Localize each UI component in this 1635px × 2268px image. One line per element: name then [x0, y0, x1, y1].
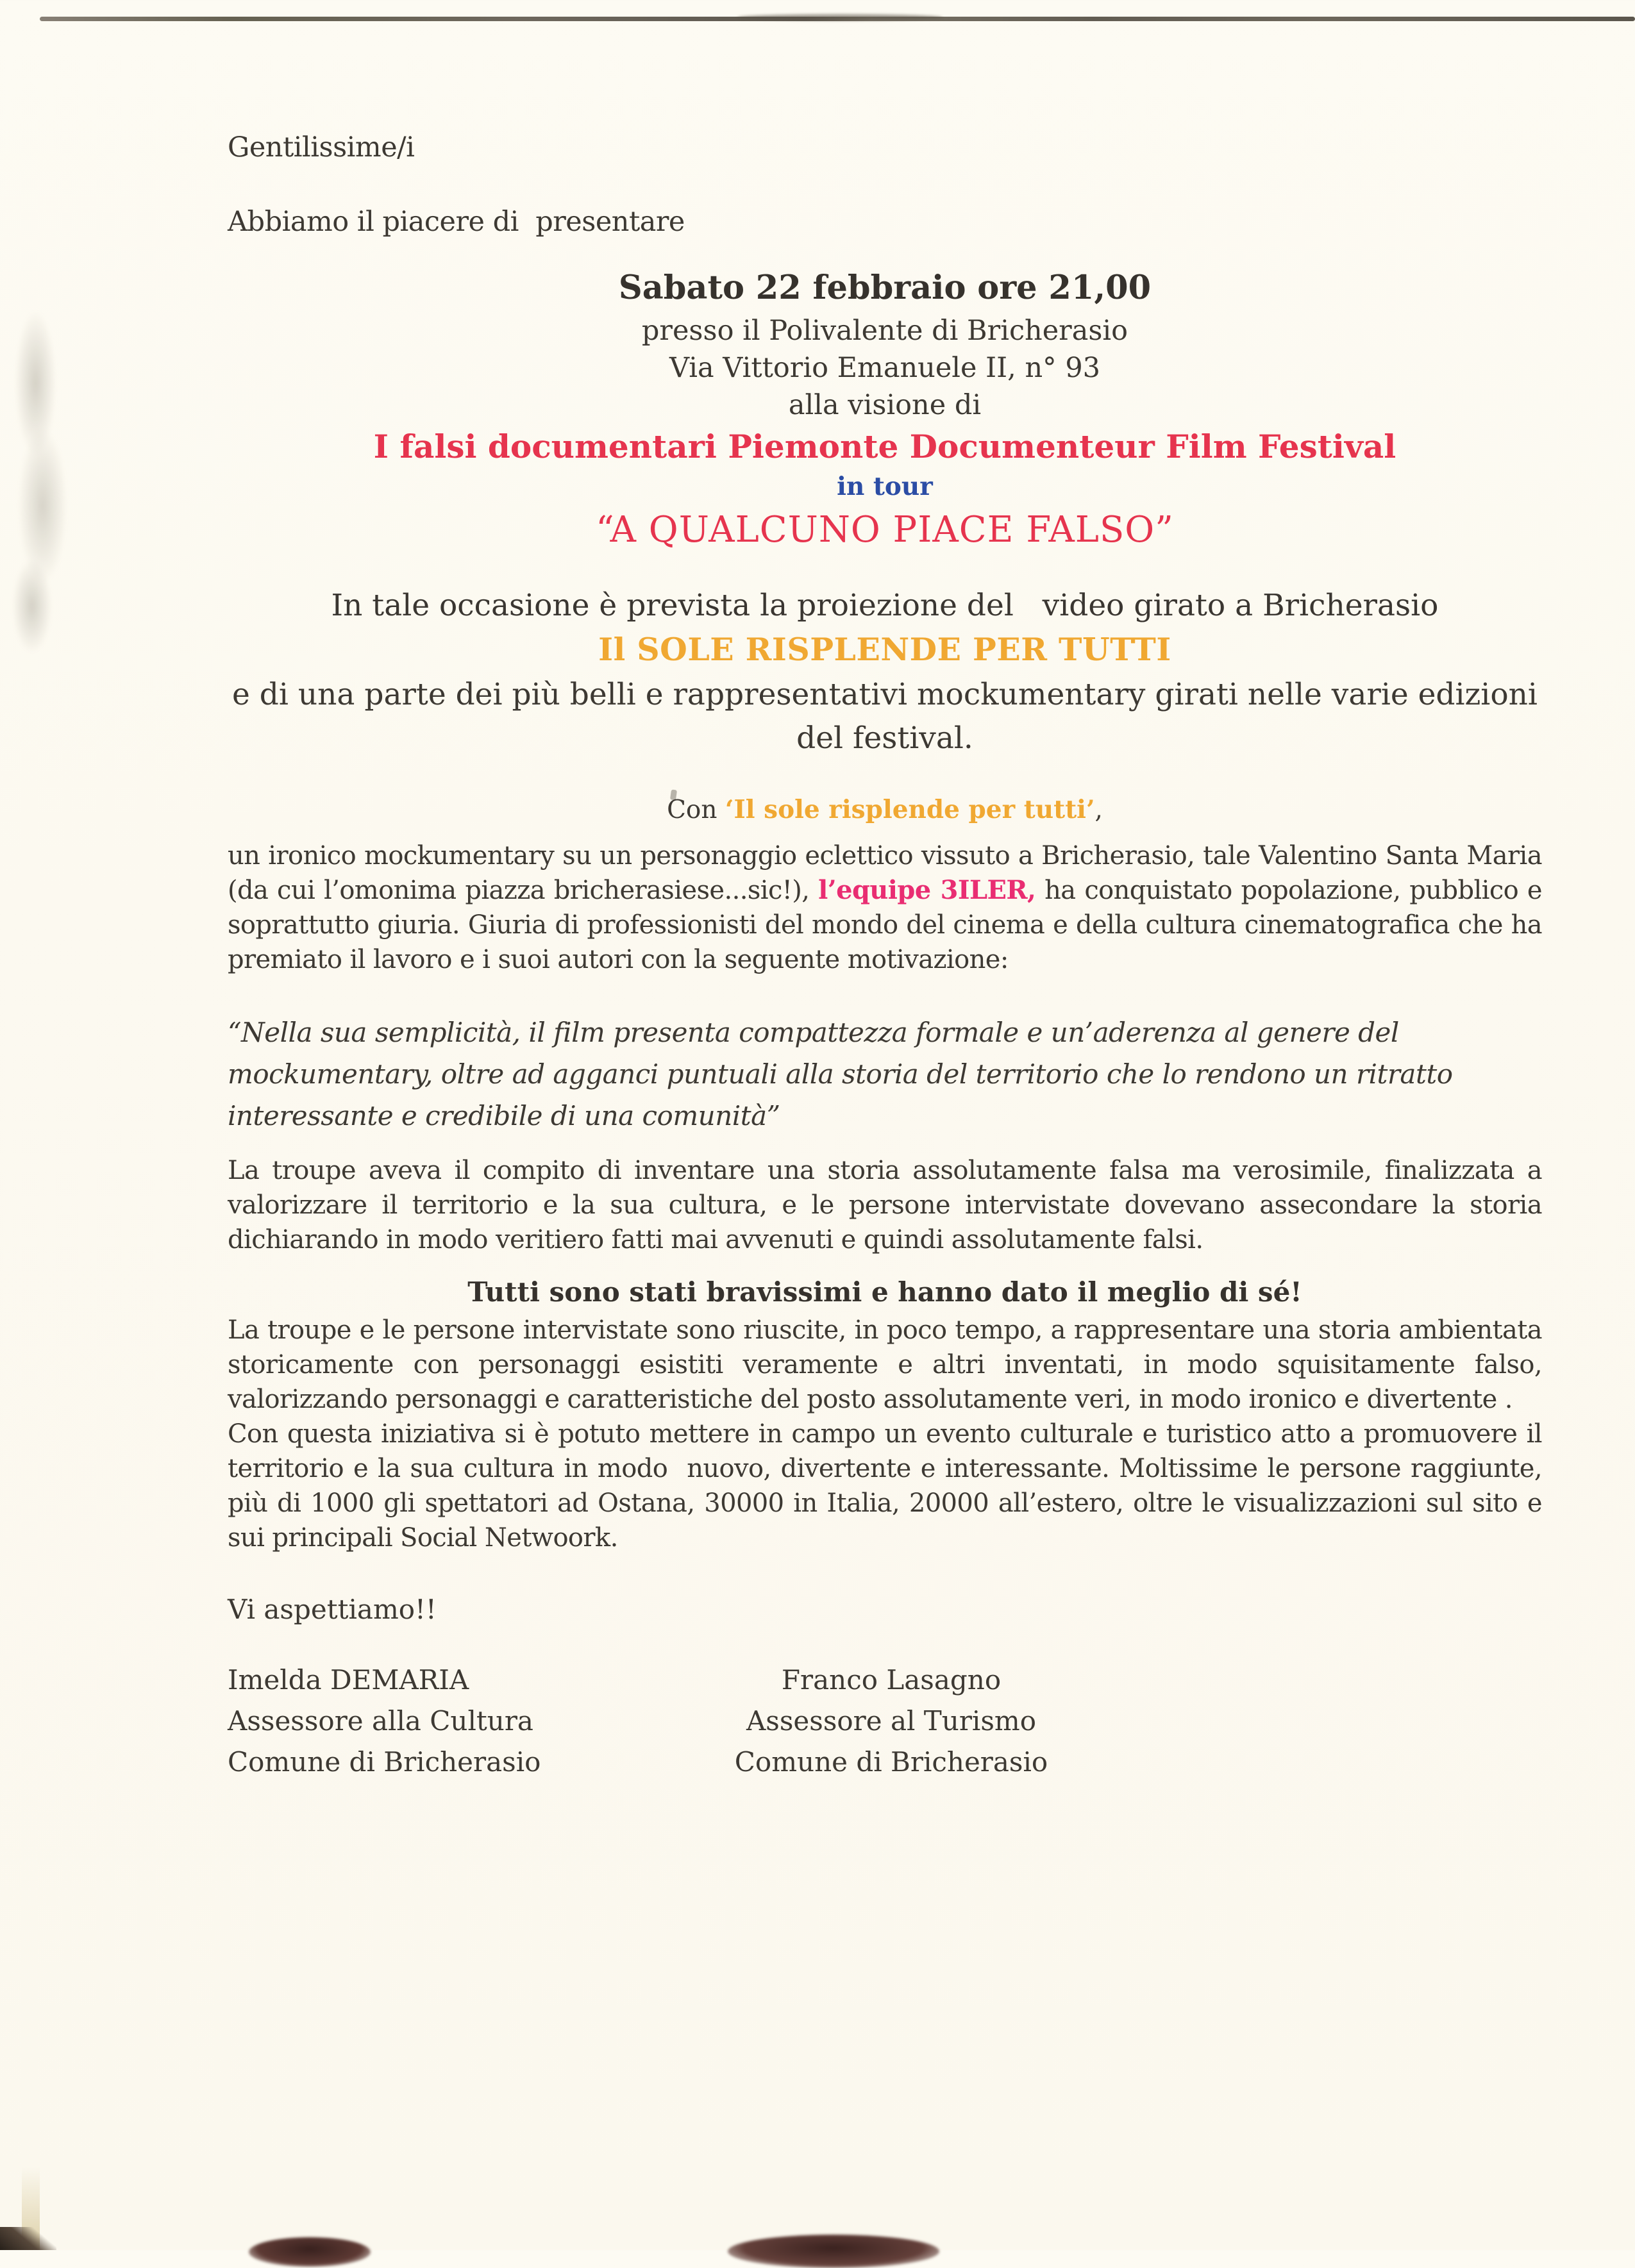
scan-artifact-bottom-shadow-left: [249, 2237, 371, 2267]
signature-block: [228, 1660, 1542, 1783]
signer-org: Comune di Bricherasio: [734, 1746, 1048, 1778]
signer-name: Imelda DEMARIA: [228, 1664, 469, 1696]
signer-org: Comune di Bricherasio: [228, 1746, 541, 1778]
con-line-quoted-title: ‘Il sole risplende per tutti’: [725, 795, 1095, 824]
announcement-block: [228, 588, 1542, 760]
event-date: Sabato 22 febbraio ore 21,00: [618, 269, 1152, 307]
equipe-name: l’equipe 3ILER,: [818, 875, 1036, 905]
jury-motivation-quote: “Nella sua semplicità, il film presenta compattezza formale e un’aderenza al genere del mockumentary, oltre ad agganci puntuali alla storia del territorio che lo rendono un ritratto interessante e credibile di una comunità”: [228, 1017, 1453, 1131]
scan-artifact-bottom-shadow-right: [728, 2235, 939, 2268]
con-line-suffix: ,: [1094, 796, 1103, 824]
highlight-line: Tutti sono stati bravissimi e hanno dato il meglio di sé!: [467, 1276, 1302, 1308]
con-line: [228, 795, 1542, 824]
scan-artifact-bottom-left-corner: [0, 2227, 56, 2250]
event-vision-line: alla visione di: [788, 389, 982, 421]
event-venue: presso il Polivalente di Bricherasio: [641, 315, 1128, 347]
tour-label: in tour: [837, 472, 933, 501]
paragraph-troupe-task: La troupe aveva il compito di inventare una storia assolutamente falsa ma verosimile, finalizzata a valorizzare il territorio e la sua cultura, e le persone intervistate dovevano assecondare la storia dichiarando in modo veritiero fatti mai avvenuti e quindi assolutamente falsi.: [228, 1156, 1542, 1255]
signer-name: Franco Lasagno: [781, 1664, 1002, 1696]
announcement-line-1: In tale occasione è prevista la proiezione del video girato a Bricherasio: [331, 588, 1439, 623]
event-address: Via Vittorio Emanuele II, n° 93: [669, 352, 1101, 384]
festival-title: I falsi documentari Piemonte Documenteur Film Festival: [373, 428, 1396, 465]
announcement-line-2: e di una parte dei più belli e rappresentativi mockumentary girati nelle varie edizioni del festival.: [232, 677, 1538, 756]
letter-body: [228, 0, 1550, 1783]
paragraph-1-part-1: un ironico mockumentary su un personaggio eclettico vissuto a Bricherasio, tale Valentino Santa Maria (da cui l’omonima piazza bricherasiese...sic!),: [228, 841, 1542, 905]
signature-left: [228, 1660, 712, 1783]
signature-right: [712, 1660, 1071, 1783]
paragraph-initiative: Con questa iniziativa si è potuto mettere in campo un evento culturale e turistico atto a promuovere il territorio e la sua cultura in modo nuovo, divertente e interessante. Moltissime le persone raggiunte, più di 1000 gli spettatori ad Ostana, 30000 in Italia, 20000 all’estero, oltre le visualizzazioni sul sito e sui principali Social Netwoork.: [228, 1419, 1550, 1553]
salutation: Gentilissime/i: [228, 131, 415, 163]
con-line-prefix: Con: [667, 796, 725, 824]
scan-artifact-left-smudge: [4, 301, 74, 673]
signer-role: Assessore al Turismo: [746, 1705, 1037, 1737]
video-title: Il SOLE RISPLENDE PER TUTTI: [598, 631, 1171, 668]
intro-line: Abbiamo il piacere di presentare: [228, 206, 685, 238]
paragraph-1-part-2: ha conquistato popolazione, pubblico e soprattutto giuria. Giuria di professionisti del mondo del cinema e della cultura cinematografica che ha premiato il lavoro e i suoi autori con la seguente motivazione:: [228, 876, 1542, 974]
paragraph-result: La troupe e le persone intervistate sono riuscite, in poco tempo, a rappresentare una storia ambientata storicamente con personaggi esistiti veramente e altri inventati, in modo squisitamente falso, valorizzando personaggi e caratteristiche del posto assolutamente veri, in modo ironico e divertente .: [228, 1315, 1542, 1414]
signer-role: Assessore alla Cultura: [228, 1705, 533, 1737]
event-details: [228, 269, 1542, 551]
show-title: “A QUALCUNO PIACE FALSO”: [596, 509, 1174, 551]
paragraph-mockumentary: [228, 838, 1542, 977]
closing-line: Vi aspettiamo!!: [228, 1594, 437, 1625]
